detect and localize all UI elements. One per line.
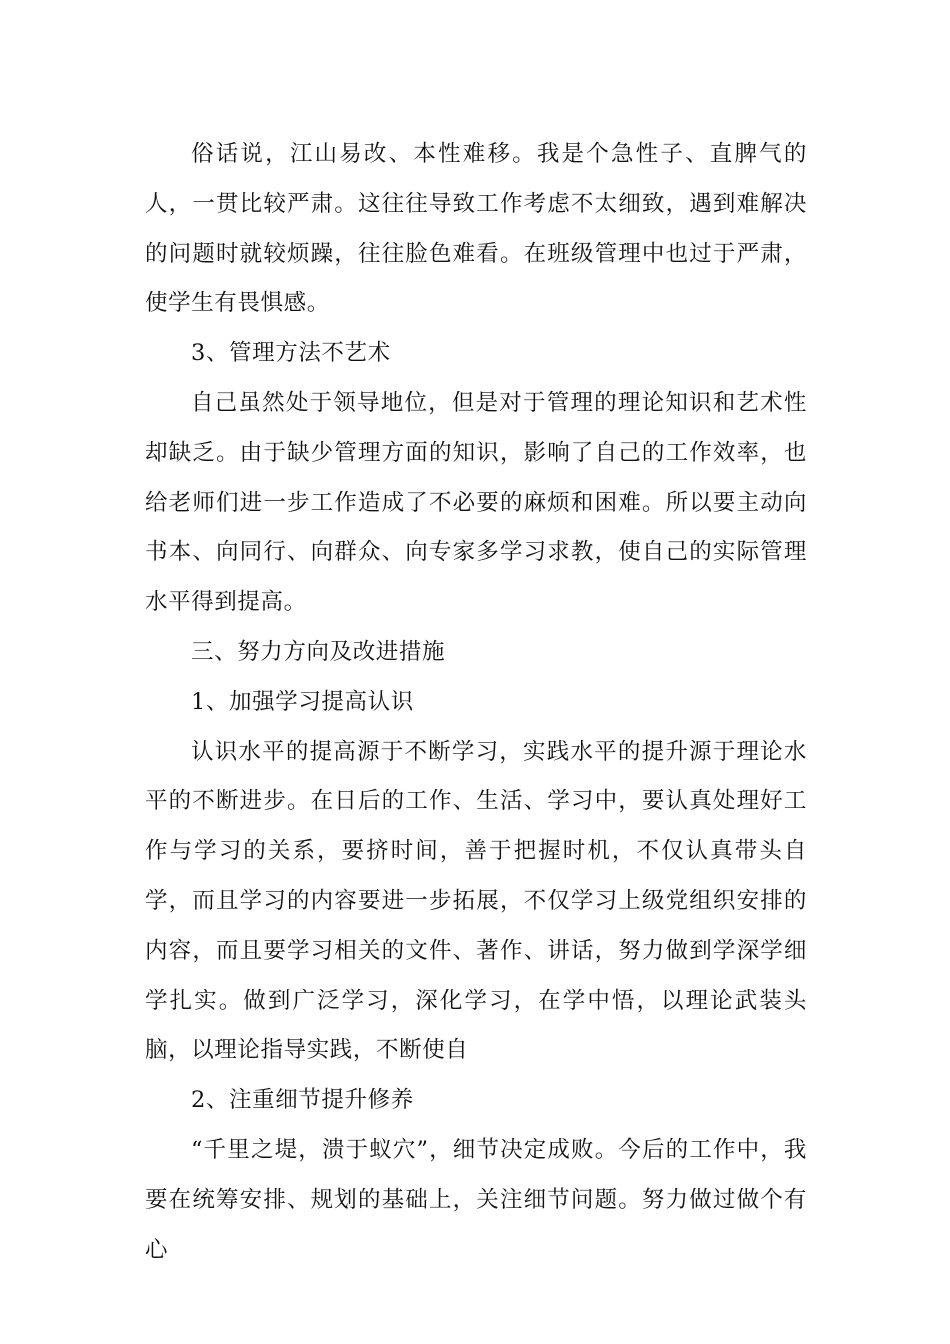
paragraph-management: 自己虽然处于领导地位，但是对于管理的理论知识和艺术性却缺乏。由于缺少管理方面的知识，影响了自己的工作效率，也给老师们进一步工作造成了不必要的麻烦和困难。所以要主动向书本、向同行、向群众、向专家多学习求教，使自己的实际管理水平得到提高。 — [145, 389, 807, 616]
paragraph-learning: 认识水平的提高源于不断学习，实践水平的提升源于理论水平的不断进步。在日后的工作、生活、学习中，要认真处理好工作与学习的关系，要挤时间，善于把握时机，不仅认真带头自学，而且学习的内容要进一步拓展，不仅学习上级党组织安排的内容，而且要学习相关的文件、著作、讲话，努力做到学深学细学扎实。做到广泛学习，深化学习，在学中悟，以理论武装头脑，以理论指导实践，不断使自 — [145, 738, 807, 1064]
heading-improvement-direction: 三、努力方向及改进措施 — [191, 638, 446, 665]
heading-attention-to-detail: 2、注重细节提升修养 — [191, 1087, 414, 1114]
heading-management-method: 3、管理方法不艺术 — [191, 340, 391, 367]
paragraph-detail: “千里之堤，溃于蚁穴”，细节决定成败。今后的工作中，我要在统筹安排、规划的基础上，关注细节问题。努力做过做个有心 — [145, 1136, 807, 1263]
document-body — [145, 130, 807, 1275]
paragraph-personality: 俗话说，江山易改、本性难移。我是个急性子、直脾气的人，一贯比较严肃。这往往导致工作考虑不太细致，遇到难解决的问题时就较烦躁，往往脸色难看。在班级管理中也过于严肃，使学生有畏惧感。 — [145, 141, 807, 317]
heading-strengthen-learning: 1、加强学习提高认识 — [191, 688, 414, 715]
